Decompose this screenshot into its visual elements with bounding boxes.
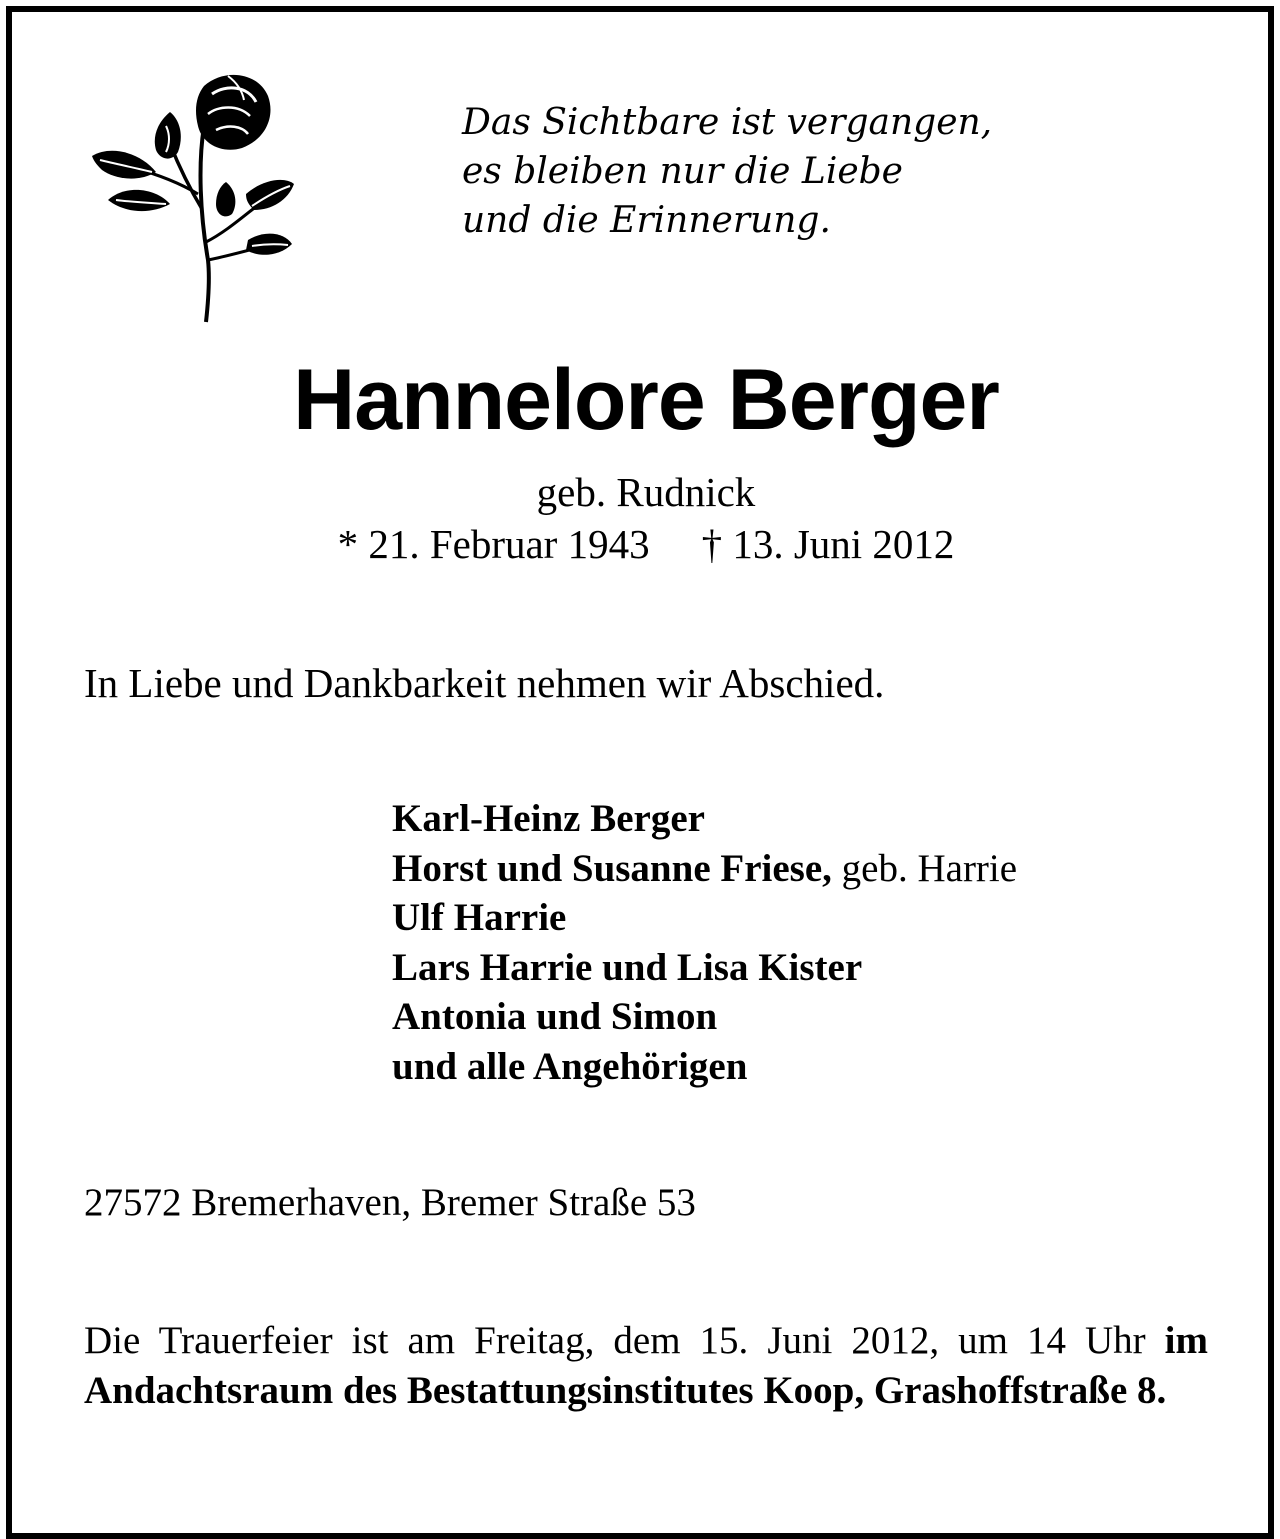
address: 27572 Bremerhaven, Bremer Straße 53 (84, 1181, 696, 1224)
mourners-list (392, 794, 1017, 1091)
obituary-card (6, 6, 1274, 1539)
deceased-name: Hannelore Berger (293, 352, 999, 448)
poem-line: und die Erinnerung. (462, 200, 831, 241)
mourner-name: Karl-Heinz Berger (392, 797, 705, 840)
mourner-name: Lars Harrie und Lisa Kister (392, 945, 863, 989)
funeral-info (84, 1316, 1208, 1416)
rose-icon (86, 64, 298, 326)
birth-date: * 21. Februar 1943 (337, 521, 650, 567)
funeral-location: im Andachtsraum des Bestattungsinstitutes Koop, Grashoffstraße 8. (84, 1319, 1208, 1412)
death-date: † 13. Juni 2012 (701, 521, 955, 567)
life-dates (12, 520, 1280, 568)
mourner-name: Antonia und Simon (392, 995, 718, 1038)
poem-line: Das Sichtbare ist vergangen, (462, 102, 993, 143)
mourner-name: Ulf Harrie (392, 896, 567, 939)
mourner-note: geb. Harrie (831, 846, 1018, 890)
funeral-intro: Die Trauerfeier ist am Freitag, dem 15. Juni 2012, um 14 Uhr (84, 1319, 1165, 1362)
poem-quote (462, 98, 992, 245)
farewell-text: In Liebe und Dankbarkeit nehmen wir Abschied. (84, 660, 885, 706)
mourner-name: und alle Angehörigen (392, 1044, 748, 1088)
mourner-name: Horst und Susanne Friese, (392, 846, 832, 890)
poem-line: es bleiben nur die Liebe (462, 151, 903, 192)
maiden-name: geb. Rudnick (536, 469, 756, 515)
